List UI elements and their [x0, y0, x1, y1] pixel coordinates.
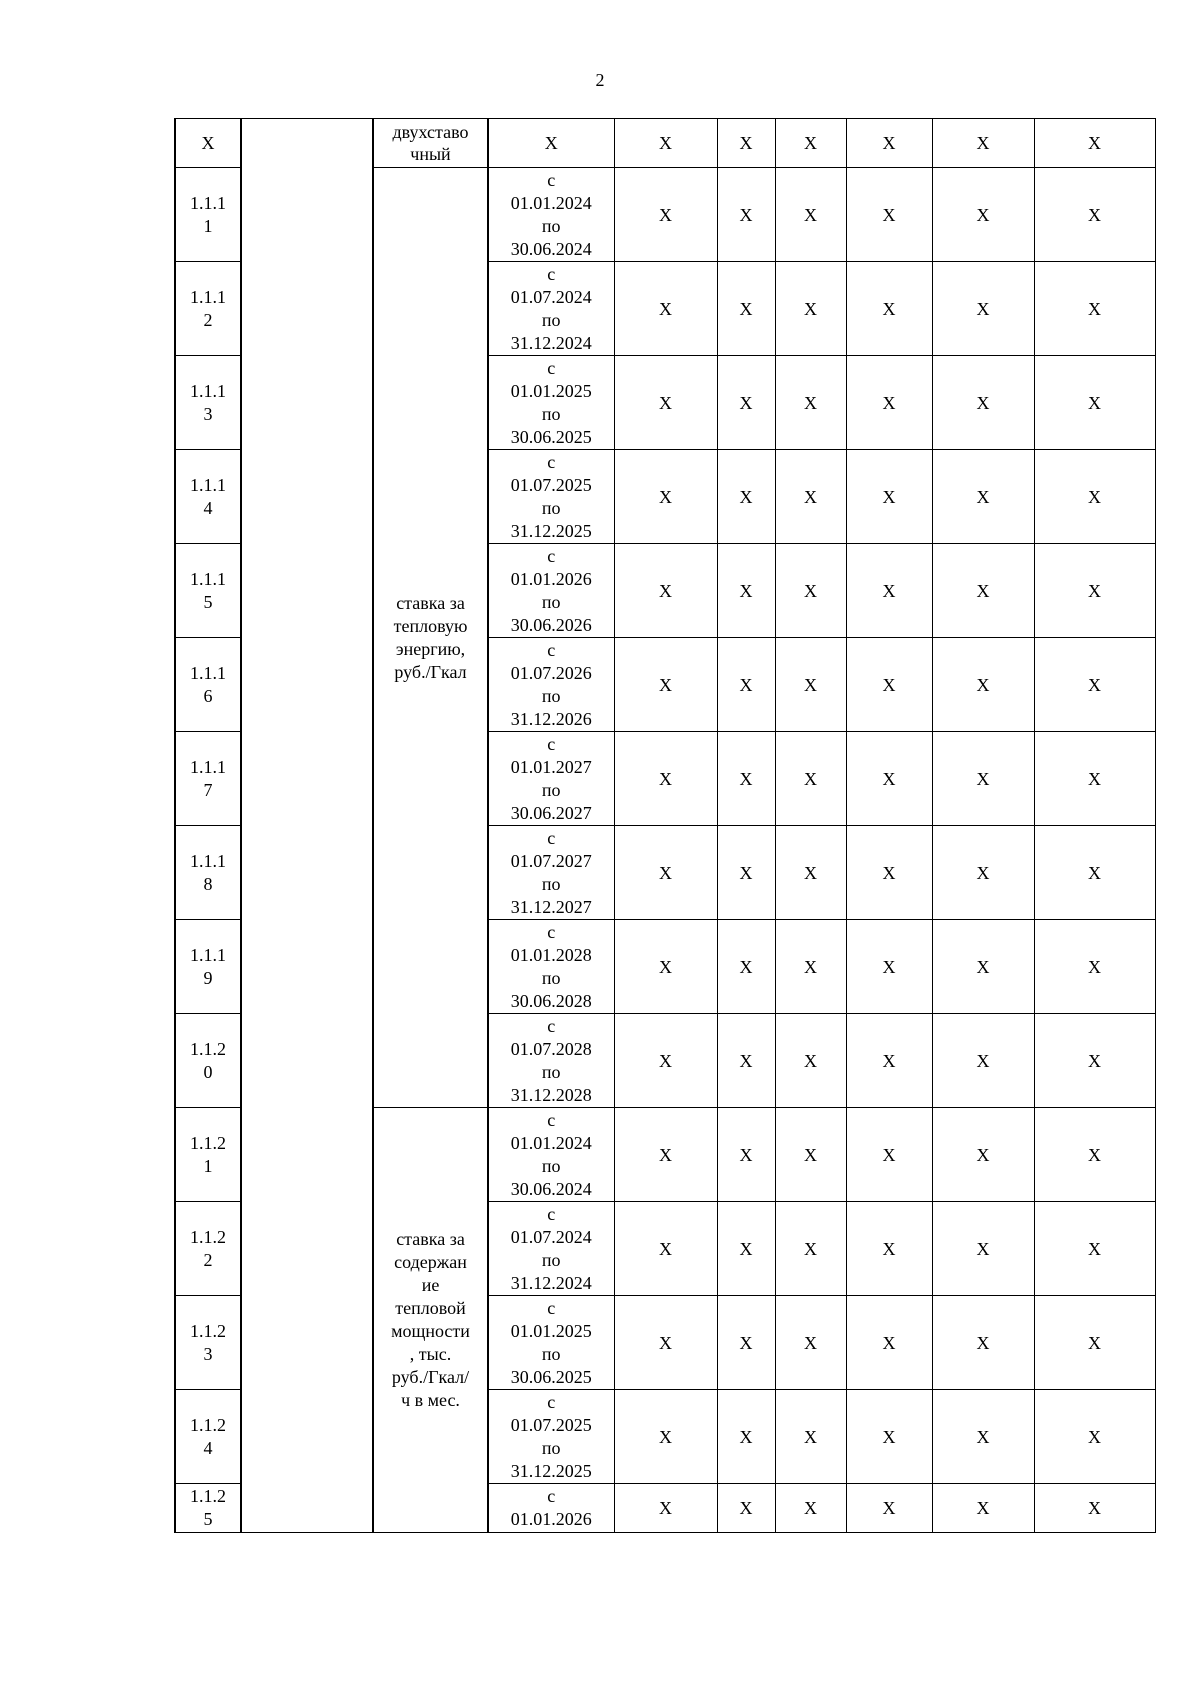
- cell-line: 1.1.1: [190, 192, 226, 213]
- row-number-cell: [175, 262, 241, 356]
- cross-cell: Х: [1034, 119, 1155, 168]
- cross-cell: Х: [846, 826, 932, 920]
- cell-line: 2: [203, 309, 213, 330]
- cell-line: 31.12.2024: [510, 1272, 592, 1293]
- cross-cell: Х: [614, 119, 717, 168]
- cell-line: 01.07.2026: [510, 662, 592, 683]
- cross-cell: Х: [717, 450, 775, 544]
- cross-cell: Х: [932, 1390, 1034, 1484]
- cell-line: 01.01.2025: [510, 380, 592, 401]
- row-number-cell: [175, 1202, 241, 1296]
- cell-line: 8: [203, 873, 213, 894]
- cross-cell: Х: [1034, 1108, 1155, 1202]
- cross-cell: Х: [1034, 544, 1155, 638]
- cross-cell: Х: [775, 450, 846, 544]
- cross-cell: Х: [846, 1296, 932, 1390]
- cross-cell: Х: [717, 1202, 775, 1296]
- cross-cell: Х: [775, 1484, 846, 1533]
- cell-line: 1.1.1: [190, 756, 226, 777]
- cross-cell: Х: [775, 1202, 846, 1296]
- cross-cell: Х: [614, 1296, 717, 1390]
- period-cell: [488, 168, 614, 262]
- cross-cell: Х: [846, 1108, 932, 1202]
- cross-cell: Х: [717, 119, 775, 168]
- cross-cell: Х: [775, 1014, 846, 1108]
- cell-line: 01.07.2024: [510, 286, 592, 307]
- cell-line: с: [547, 921, 556, 942]
- cell-line: 01.07.2025: [510, 474, 592, 495]
- cell-line: по: [541, 779, 561, 800]
- cross-cell: Х: [717, 920, 775, 1014]
- cell-line: 30.06.2024: [510, 238, 592, 259]
- cell-line: по: [541, 309, 561, 330]
- cross-cell: Х: [1034, 1390, 1155, 1484]
- cell-line: 3: [203, 403, 213, 424]
- cell-line: 01.01.2026: [510, 1509, 592, 1529]
- cross-cell: Х: [775, 638, 846, 732]
- period-cell: [488, 1484, 614, 1533]
- cell-line: по: [541, 215, 561, 236]
- cell-line: с: [547, 1486, 556, 1506]
- cross-cell: Х: [775, 732, 846, 826]
- cell-line: с: [547, 263, 556, 284]
- period-cell: [488, 1390, 614, 1484]
- cell-line: тепловой: [395, 1298, 466, 1318]
- cell-line: , тыс.: [409, 1344, 452, 1364]
- cell-line: ставка за: [396, 1229, 465, 1249]
- cross-cell: Х: [717, 638, 775, 732]
- cell-line: с: [547, 733, 556, 754]
- cell-line: 31.12.2025: [510, 520, 592, 541]
- cell-line: 31.12.2026: [510, 708, 592, 729]
- cross-cell: Х: [717, 262, 775, 356]
- cell-line: 01.07.2028: [510, 1038, 592, 1059]
- page-number: 2: [595, 70, 605, 90]
- cell-line: с: [547, 1391, 556, 1412]
- cell-line: 01.01.2025: [510, 1320, 592, 1341]
- cell-line: 5: [203, 1509, 213, 1529]
- cross-cell: Х: [614, 826, 717, 920]
- row-number-cell: [175, 638, 241, 732]
- cross-cell: Х: [717, 168, 775, 262]
- cross-cell: Х: [775, 826, 846, 920]
- cell-line: 01.07.2025: [510, 1414, 592, 1435]
- cross-cell: Х: [717, 544, 775, 638]
- cross-cell: Х: [775, 544, 846, 638]
- cell-line: по: [541, 1437, 561, 1458]
- cross-cell: Х: [614, 920, 717, 1014]
- cell-line: 01.01.2028: [510, 944, 592, 965]
- cross-cell: Х: [614, 1108, 717, 1202]
- period-cell: [488, 1108, 614, 1202]
- cell-line: 4: [203, 497, 213, 518]
- cross-cell: Х: [1034, 450, 1155, 544]
- cross-cell: Х: [1034, 1202, 1155, 1296]
- cross-cell: Х: [614, 638, 717, 732]
- period-cell: [488, 544, 614, 638]
- period-cell: [488, 826, 614, 920]
- cross-cell: Х: [1034, 732, 1155, 826]
- row-number-cell: [175, 356, 241, 450]
- cross-cell: Х: [1034, 356, 1155, 450]
- rate-description-cell: [373, 1108, 488, 1533]
- cross-cell: Х: [1034, 920, 1155, 1014]
- cell-line: с: [547, 1297, 556, 1318]
- cell-line: с: [547, 545, 556, 566]
- cross-cell: Х: [775, 356, 846, 450]
- cross-cell: Х: [717, 1390, 775, 1484]
- cross-cell: Х: [614, 168, 717, 262]
- table-body: [175, 119, 1155, 1533]
- blank-column-cell: [241, 119, 373, 1533]
- cross-cell: Х: [932, 732, 1034, 826]
- row-number-cell: [175, 1296, 241, 1390]
- row-number-cell: [175, 920, 241, 1014]
- cell-line: 31.12.2028: [510, 1084, 592, 1105]
- cell-line: с: [547, 1203, 556, 1224]
- cell-line: с: [547, 1015, 556, 1036]
- cell-line: с: [547, 639, 556, 660]
- cell-line: 1.1.1: [190, 286, 226, 307]
- cross-cell: Х: [1034, 168, 1155, 262]
- cross-cell: Х: [846, 356, 932, 450]
- cell-line: 30.06.2026: [510, 614, 592, 635]
- cross-cell: Х: [846, 1390, 932, 1484]
- cell-line: с: [547, 357, 556, 378]
- cell-line: чный: [410, 144, 451, 164]
- cross-cell: Х: [1034, 1296, 1155, 1390]
- period-cell: Х: [488, 119, 614, 168]
- cell-line: по: [541, 403, 561, 424]
- cross-cell: Х: [614, 450, 717, 544]
- cell-line: по: [541, 1155, 561, 1176]
- period-cell: [488, 920, 614, 1014]
- cell-line: 01.01.2024: [510, 1132, 592, 1153]
- cross-cell: Х: [614, 1202, 717, 1296]
- cell-line: 01.07.2024: [510, 1226, 592, 1247]
- cross-cell: Х: [717, 732, 775, 826]
- row-number-cell: Х: [175, 119, 241, 168]
- cell-line: 01.01.2027: [510, 756, 592, 777]
- cell-line: 5: [203, 591, 213, 612]
- cross-cell: Х: [1034, 638, 1155, 732]
- cell-line: по: [541, 1343, 561, 1364]
- cell-line: по: [541, 685, 561, 706]
- period-cell: [488, 1296, 614, 1390]
- cell-line: 2: [203, 1249, 213, 1270]
- cross-cell: Х: [846, 638, 932, 732]
- cell-line: 01.01.2026: [510, 568, 592, 589]
- period-cell: [488, 356, 614, 450]
- cross-cell: Х: [932, 826, 1034, 920]
- cell-line: 1.1.2: [190, 1320, 226, 1341]
- cross-cell: Х: [717, 356, 775, 450]
- cell-line: 1.1.2: [190, 1038, 226, 1059]
- cell-line: 30.06.2027: [510, 802, 592, 823]
- row-number-cell: [175, 732, 241, 826]
- cross-cell: Х: [846, 1202, 932, 1296]
- cell-line: 4: [203, 1437, 213, 1458]
- cross-cell: Х: [1034, 1484, 1155, 1533]
- row-number-cell: [175, 450, 241, 544]
- table-row: [175, 119, 1155, 168]
- cell-line: 0: [203, 1061, 213, 1082]
- cell-line: 31.12.2025: [510, 1460, 592, 1481]
- row-number-cell: [175, 1390, 241, 1484]
- cross-cell: Х: [846, 262, 932, 356]
- cell-line: мощности: [391, 1321, 470, 1341]
- cell-line: ставка за: [396, 592, 465, 613]
- cross-cell: Х: [932, 168, 1034, 262]
- cell-line: тепловую: [393, 615, 468, 636]
- cross-cell: Х: [775, 168, 846, 262]
- cell-line: по: [541, 1249, 561, 1270]
- cell-line: с: [547, 827, 556, 848]
- tariff-table: [174, 118, 1156, 1533]
- cell-line: по: [541, 1061, 561, 1082]
- cross-cell: Х: [614, 262, 717, 356]
- cross-cell: Х: [932, 1484, 1034, 1533]
- cross-cell: Х: [775, 262, 846, 356]
- cell-line: 1.1.1: [190, 662, 226, 683]
- cross-cell: Х: [614, 356, 717, 450]
- row-number-cell: [175, 1108, 241, 1202]
- cross-cell: Х: [614, 1390, 717, 1484]
- cell-line: 31.12.2024: [510, 332, 592, 353]
- cell-line: энергию,: [395, 638, 466, 659]
- cross-cell: Х: [932, 1108, 1034, 1202]
- cell-line: 1.1.1: [190, 850, 226, 871]
- cross-cell: Х: [614, 544, 717, 638]
- cell-line: 31.12.2027: [510, 896, 592, 917]
- cell-line: 1.1.1: [190, 380, 226, 401]
- cross-cell: Х: [846, 450, 932, 544]
- cross-cell: Х: [1034, 826, 1155, 920]
- cross-cell: Х: [932, 262, 1034, 356]
- cell-line: по: [541, 873, 561, 894]
- cross-cell: Х: [775, 1296, 846, 1390]
- cell-line: 30.06.2025: [510, 426, 592, 447]
- cell-line: 1.1.2: [190, 1414, 226, 1435]
- cell-line: 1.1.1: [190, 568, 226, 589]
- cell-line: по: [541, 967, 561, 988]
- cell-line: 30.06.2024: [510, 1178, 592, 1199]
- cross-cell: Х: [846, 1484, 932, 1533]
- cell-line: 30.06.2028: [510, 990, 592, 1011]
- period-cell: [488, 638, 614, 732]
- cell-line: 1: [203, 215, 213, 236]
- cell-line: двухставо: [392, 122, 469, 142]
- cell-line: 3: [203, 1343, 213, 1364]
- cross-cell: Х: [932, 356, 1034, 450]
- row-number-cell: [175, 826, 241, 920]
- cross-cell: Х: [846, 168, 932, 262]
- cross-cell: Х: [846, 920, 932, 1014]
- cell-line: 30.06.2025: [510, 1366, 592, 1387]
- cross-cell: Х: [1034, 262, 1155, 356]
- cell-line: руб./Гкал: [394, 661, 467, 682]
- cell-line: содержан: [394, 1252, 467, 1272]
- cross-cell: Х: [846, 544, 932, 638]
- cross-cell: Х: [932, 1014, 1034, 1108]
- row-number-cell: [175, 1014, 241, 1108]
- cell-line: с: [547, 1109, 556, 1130]
- cross-cell: Х: [775, 119, 846, 168]
- cell-line: 01.07.2027: [510, 850, 592, 871]
- cell-line: 1.1.2: [190, 1132, 226, 1153]
- cell-line: 1.1.2: [190, 1486, 226, 1506]
- cross-cell: Х: [932, 638, 1034, 732]
- cross-cell: Х: [846, 732, 932, 826]
- cross-cell: Х: [614, 1484, 717, 1533]
- period-cell: [488, 262, 614, 356]
- cross-cell: Х: [614, 1014, 717, 1108]
- cell-line: руб./Гкал/: [391, 1367, 470, 1387]
- cross-cell: Х: [932, 119, 1034, 168]
- period-cell: [488, 450, 614, 544]
- cross-cell: Х: [717, 1014, 775, 1108]
- cell-line: с: [547, 451, 556, 472]
- period-cell: [488, 1014, 614, 1108]
- cross-cell: Х: [717, 1108, 775, 1202]
- cell-line: 01.01.2024: [510, 192, 592, 213]
- cell-line: 9: [203, 967, 213, 988]
- cross-cell: Х: [717, 1484, 775, 1533]
- cross-cell: Х: [846, 119, 932, 168]
- cell-line: по: [541, 591, 561, 612]
- cell-line: ч в мес.: [401, 1390, 460, 1410]
- cell-line: 7: [203, 779, 213, 800]
- cell-line: с: [547, 169, 556, 190]
- cross-cell: Х: [717, 826, 775, 920]
- cell-line: 6: [203, 685, 213, 706]
- period-cell: [488, 732, 614, 826]
- cell-line: 1.1.2: [190, 1226, 226, 1247]
- tariff-type-cell: [373, 119, 488, 168]
- cross-cell: Х: [846, 1014, 932, 1108]
- rate-description-cell: [373, 168, 488, 1108]
- cross-cell: Х: [614, 732, 717, 826]
- cross-cell: Х: [932, 544, 1034, 638]
- cross-cell: Х: [932, 450, 1034, 544]
- cell-line: 1.1.1: [190, 944, 226, 965]
- cell-line: ие: [421, 1275, 440, 1295]
- cell-line: по: [541, 497, 561, 518]
- cross-cell: Х: [775, 1108, 846, 1202]
- cell-line: 1.1.1: [190, 474, 226, 495]
- cross-cell: Х: [932, 1202, 1034, 1296]
- cross-cell: Х: [932, 1296, 1034, 1390]
- period-cell: [488, 1202, 614, 1296]
- cross-cell: Х: [717, 1296, 775, 1390]
- row-number-cell: [175, 168, 241, 262]
- row-number-cell: [175, 544, 241, 638]
- cross-cell: Х: [775, 920, 846, 1014]
- row-number-cell: [175, 1484, 241, 1533]
- cross-cell: Х: [1034, 1014, 1155, 1108]
- cell-line: 1: [203, 1155, 213, 1176]
- cross-cell: Х: [775, 1390, 846, 1484]
- cross-cell: Х: [932, 920, 1034, 1014]
